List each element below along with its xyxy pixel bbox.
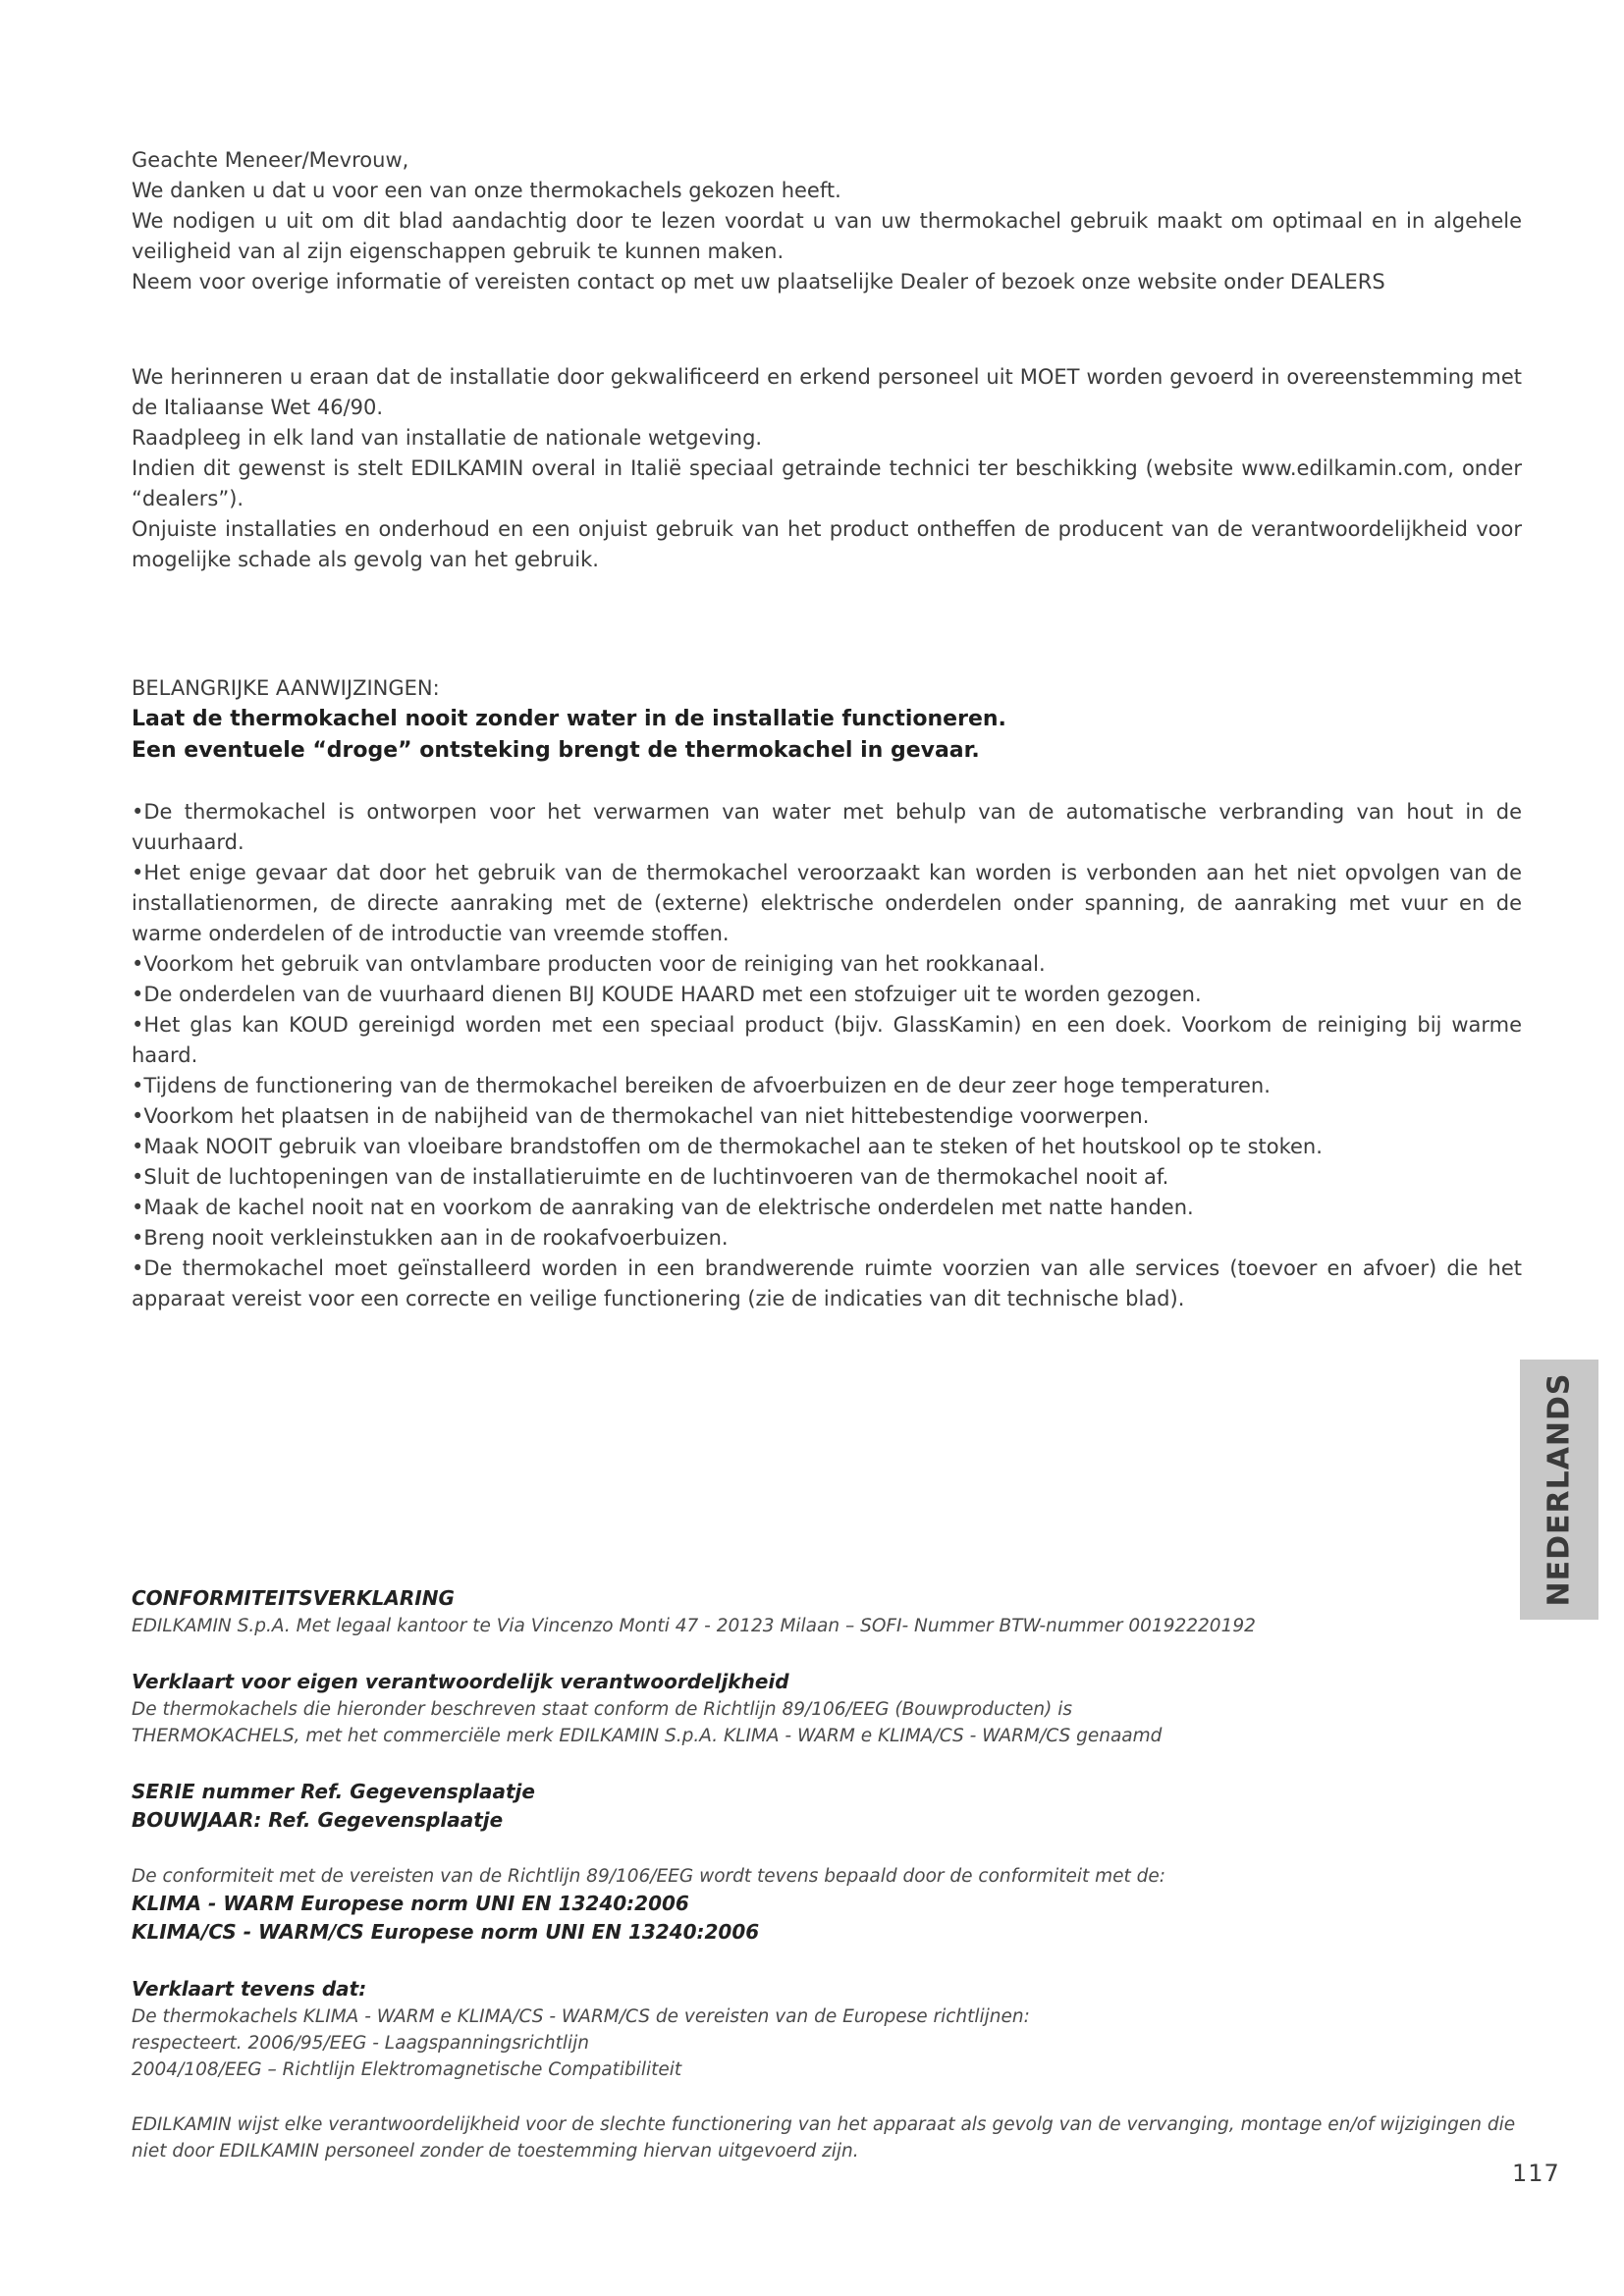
bullet-icon: • [132,1013,144,1037]
important-heading: BELANGRIJKE AANWIJZINGEN: [132,676,440,700]
list-item: •Voorkom het gebruik van ontvlambare producten voor de reiniging van het rookkanaal. [132,952,1046,976]
language-side-tab [1520,1360,1598,1620]
installation-section [132,362,1522,575]
important-section [132,673,1522,1314]
safety-bullet-list [132,797,1522,1314]
bullet-icon: • [132,1135,144,1158]
bullet-icon: • [132,952,144,976]
bullet-icon: • [132,983,144,1006]
warning-dry-ignition: Een eventuele “droge” ontsteking brengt de thermokachel in gevaar. [132,738,980,763]
also-line-3: 2004/108/EEG – Richtlijn Elektromagnetische Compatibiliteit [132,2059,682,2080]
declares-heading: Verklaart voor eigen verantwoordelijk verantwoordeljkheid [132,1670,789,1693]
installation-paragraph: We herinneren u eraan dat de installatie door gekwalificeerd en erkend personeel uit MOET worden gevoerd in overeenstemming met de Italiaanse Wet 46/90. [132,365,1522,419]
language-label: NEDERLANDS [1542,1372,1577,1607]
also-line-2: respecteert. 2006/95/EEG - Laagspanningsrichtlijn [132,2033,589,2054]
list-item: •Maak de kachel nooit nat en voorkom de aanraking van de elektrische onderdelen met natte handen. [132,1196,1194,1219]
list-item: •Sluit de luchtopeningen van de installatieruimte en de luchtinvoeren van de thermokachel nooit af. [132,1165,1169,1189]
read-invitation-paragraph: We nodigen u uit om dit blad aandachtig door te lezen voordat u van uw thermokachel gebruik maakt om optimaal en in algehele veiligheid van al zijn eigenschappen gebruik te kunnen maken. [132,209,1522,263]
technicians-paragraph: Indien dit gewenst is stelt EDILKAMIN overal in Italië speciaal getrainde technici ter beschikking (website www.edilkamin.com, onder “dealers”). [132,456,1522,510]
declares-line-2: THERMOKACHELS, met het commerciële merk EDILKAMIN S.p.A. KLIMA - WARM e KLIMA/CS - WARM/CS genaamd [132,1726,1163,1746]
warning-no-water: Laat de thermokachel nooit zonder water in de installatie functioneren. [132,707,1006,731]
bullet-icon: • [132,861,144,884]
national-law-paragraph: Raadpleeg in elk land van installatie de nationale wetgeving. [132,426,763,450]
bullet-icon: • [132,1104,144,1128]
bullet-icon: • [132,1074,144,1097]
dealer-contact-paragraph: Neem voor overige informatie of vereisten contact op met uw plaatselijke Dealer of bezoek onze website onder DEALERS [132,270,1385,294]
also-line-1: De thermokachels KLIMA - WARM e KLIMA/CS - WARM/CS de vereisten van de Europese richtlijnen: [132,2006,1030,2027]
list-item: •De thermokachel is ontworpen voor het verwarmen van water met behulp van de automatische verbranding van hout in de vuurhaard. [132,800,1522,854]
list-item: •Het glas kan KOUD gereinigd worden met een speciaal product (bijv. GlassKamin) en een doek. Voorkom de reiniging bij warme haard. [132,1013,1522,1067]
greeting: Geachte Meneer/Mevrouw, [132,148,409,172]
list-item: •Tijdens de functionering van de thermokachel bereiken de afvoerbuizen en de deur zeer hoge temperaturen. [132,1074,1271,1097]
bullet-icon: • [132,1226,144,1250]
norm-klima-warm: KLIMA - WARM Europese norm UNI EN 13240:2006 [132,1892,689,1915]
also-heading: Verklaart tevens dat: [132,1977,367,2001]
conformity-section [132,1584,1522,2164]
list-item: •Het enige gevaar dat door het gebruik van de thermokachel veroorzaakt kan worden is verbonden aan het niet opvolgen van de installatienormen, de directe aanraking met de (externe) elektrische onderdelen onder spanning, de aanraking met vuur en de warme onderdelen of de introductie van vreemde stoffen. [132,861,1522,945]
list-item: •De thermokachel moet geïnstalleerd worden in een brandwerende ruimte voorzien van alle services (toevoer en afvoer) die het apparaat vereist voor een correcte en veilige functionering (zie de indicaties van dit technische blad). [132,1256,1522,1310]
list-item: •De onderdelen van de vuurhaard dienen BIJ KOUDE HAARD met een stofzuiger uit te worden gezogen. [132,983,1202,1006]
bullet-icon: • [132,1196,144,1219]
declares-line-1: De thermokachels die hieronder beschreven staat conform de Richtlijn 89/106/EEG (Bouwproducten) is [132,1699,1073,1720]
conformity-line: De conformiteit met de vereisten van de Richtlijn 89/106/EEG wordt tevens bepaald door de conformiteit met de: [132,1866,1166,1887]
page-number: 117 [1512,2160,1560,2187]
bullet-icon: • [132,800,144,824]
company-line: EDILKAMIN S.p.A. Met legaal kantoor te Via Vincenzo Monti 47 - 20123 Milaan – SOFI- Nummer BTW-nummer 00192220192 [132,1616,1256,1636]
list-item: •Maak NOOIT gebruik van vloeibare brandstoffen om de thermokachel aan te steken of het houtskool op te stoken. [132,1135,1323,1158]
bouwjaar-line: BOUWJAAR: Ref. Gegevensplaatje [132,1808,504,1832]
liability-paragraph: Onjuiste installaties en onderhoud en een onjuist gebruik van het product ontheffen de producent van de verantwoordelijkheid voor mogelijke schade als gevolg van het gebruik. [132,517,1522,571]
intro-section [132,145,1522,297]
conformity-title: CONFORMITEITSVERKLARING [132,1586,455,1610]
norm-klima-cs: KLIMA/CS - WARM/CS Europese norm UNI EN 13240:2006 [132,1920,760,1944]
thanks-paragraph: We danken u dat u voor een van onze thermokachels gekozen heeft. [132,179,841,202]
bullet-icon: • [132,1256,144,1280]
disclaimer: EDILKAMIN wijst elke verantwoordelijkheid voor de slechte functionering van het apparaat als gevolg van de vervanging, montage en/of wijzigingen die niet door EDILKAMIN personeel zonder de toestemming hiervan uitgevoerd zijn. [132,2114,1516,2162]
serie-line: SERIE nummer Ref. Gegevensplaatje [132,1780,535,1803]
list-item: •Breng nooit verkleinstukken aan in de rookafvoerbuizen. [132,1226,729,1250]
bullet-icon: • [132,1165,144,1189]
list-item: •Voorkom het plaatsen in de nabijheid van de thermokachel van niet hittebestendige voorwerpen. [132,1104,1150,1128]
